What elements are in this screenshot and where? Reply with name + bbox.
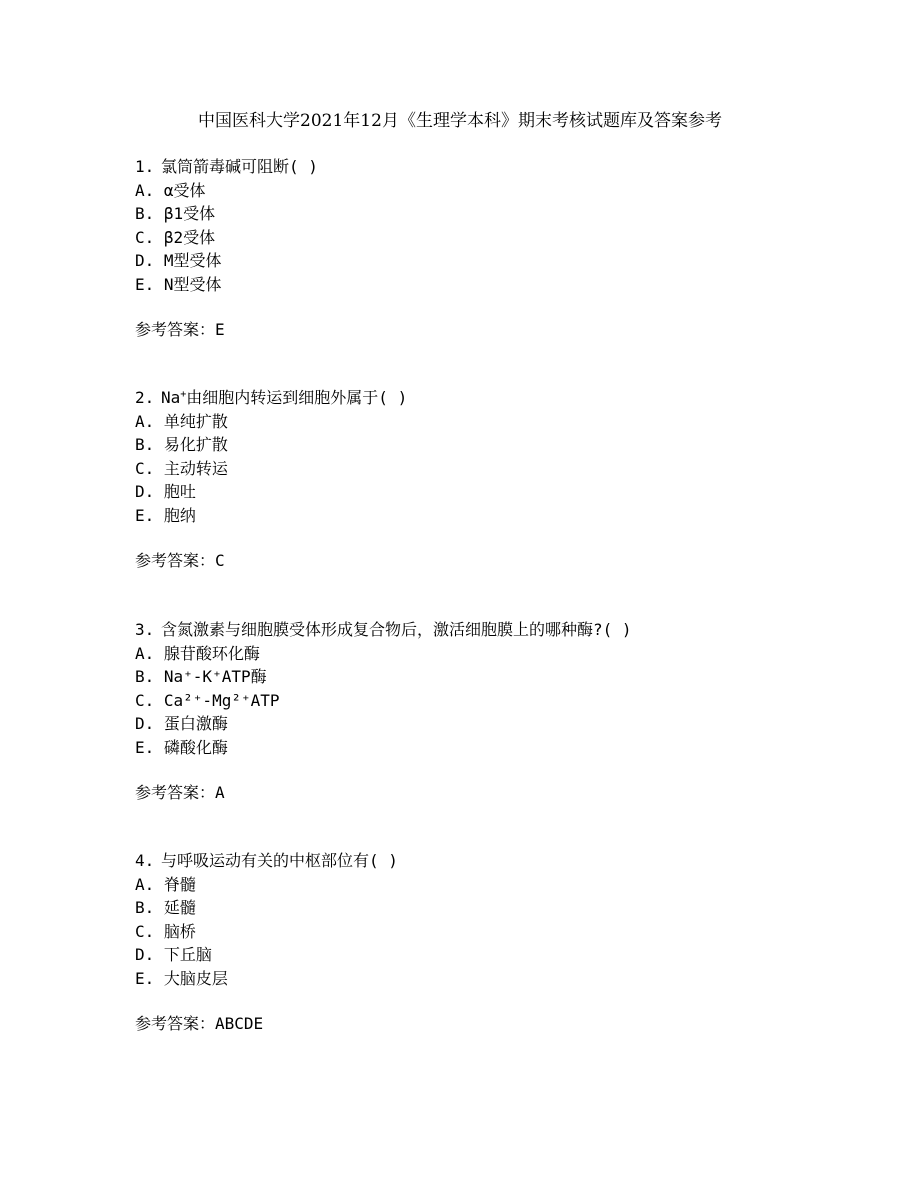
option-a: A. 脊髓 [135, 875, 196, 894]
option-list [135, 642, 835, 759]
reference-answer [135, 318, 835, 342]
reference-answer [135, 781, 835, 805]
question-text: 由细胞内转运到细胞外属于( ) [186, 388, 408, 407]
option-b: B. 延髓 [135, 898, 196, 918]
question-number: 2. [135, 388, 155, 407]
question-stem [135, 386, 835, 410]
option-b: B. 易化扩散 [135, 435, 228, 455]
question-stem [135, 155, 835, 179]
question-stem [135, 849, 835, 873]
option-a: A. 单纯扩散 [135, 412, 228, 431]
question-1 [135, 155, 835, 342]
option-d: D. 胞吐 [135, 482, 196, 502]
option-e: E. 磷酸化酶 [135, 737, 228, 757]
option-list [135, 179, 835, 296]
answer-label: 参考答案： [135, 782, 216, 802]
answer-label: 参考答案： [135, 1013, 216, 1033]
option-d: D. 蛋白激酶 [135, 714, 228, 734]
question-number: 3. [135, 620, 155, 639]
question-text-charge: + [180, 389, 187, 400]
question-4 [135, 849, 835, 1036]
document-title: 中国医科大学2021年12月《生理学本科》期末考核试题库及答案参考 [198, 111, 722, 131]
option-e: E. N型受体 [135, 274, 222, 294]
option-e: E. 大脑皮层 [135, 968, 228, 988]
option-e: E. 胞纳 [135, 505, 196, 525]
option-c: C. β2受体 [135, 227, 216, 247]
option-list [135, 873, 835, 990]
question-2 [135, 386, 835, 573]
option-a: A. 腺苷酸环化酶 [135, 644, 260, 663]
answer-value: A [215, 782, 225, 802]
question-stem [135, 618, 835, 642]
question-text-ion: Na [161, 388, 181, 407]
answer-value: E [215, 319, 225, 339]
question-3 [135, 618, 835, 805]
option-b: B. β1受体 [135, 204, 216, 224]
option-c: C. 主动转运 [135, 458, 228, 478]
option-c: C. Ca²⁺-Mg²⁺ATP [135, 690, 280, 710]
answer-value: ABCDE [215, 1013, 264, 1033]
question-text: 与呼吸运动有关的中枢部位有( ) [161, 851, 398, 870]
reference-answer [135, 1012, 835, 1036]
option-c: C. 脑桥 [135, 921, 196, 941]
question-number: 1. [135, 157, 155, 176]
answer-label: 参考答案： [135, 319, 216, 339]
question-text: 含氮激素与细胞膜受体形成复合物后，激活细胞膜上的哪种酶?( ) [161, 620, 632, 639]
question-text: 氯筒箭毒碱可阻断( ) [161, 157, 318, 176]
option-a: A. α受体 [135, 181, 206, 200]
option-d: D. M型受体 [135, 251, 222, 271]
question-number: 4. [135, 851, 155, 870]
answer-value: C [215, 550, 225, 570]
answer-label: 参考答案： [135, 550, 216, 570]
reference-answer [135, 549, 835, 573]
option-b: B. Na⁺-K⁺ATP酶 [135, 667, 267, 687]
option-d: D. 下丘脑 [135, 945, 212, 965]
option-list [135, 410, 835, 527]
